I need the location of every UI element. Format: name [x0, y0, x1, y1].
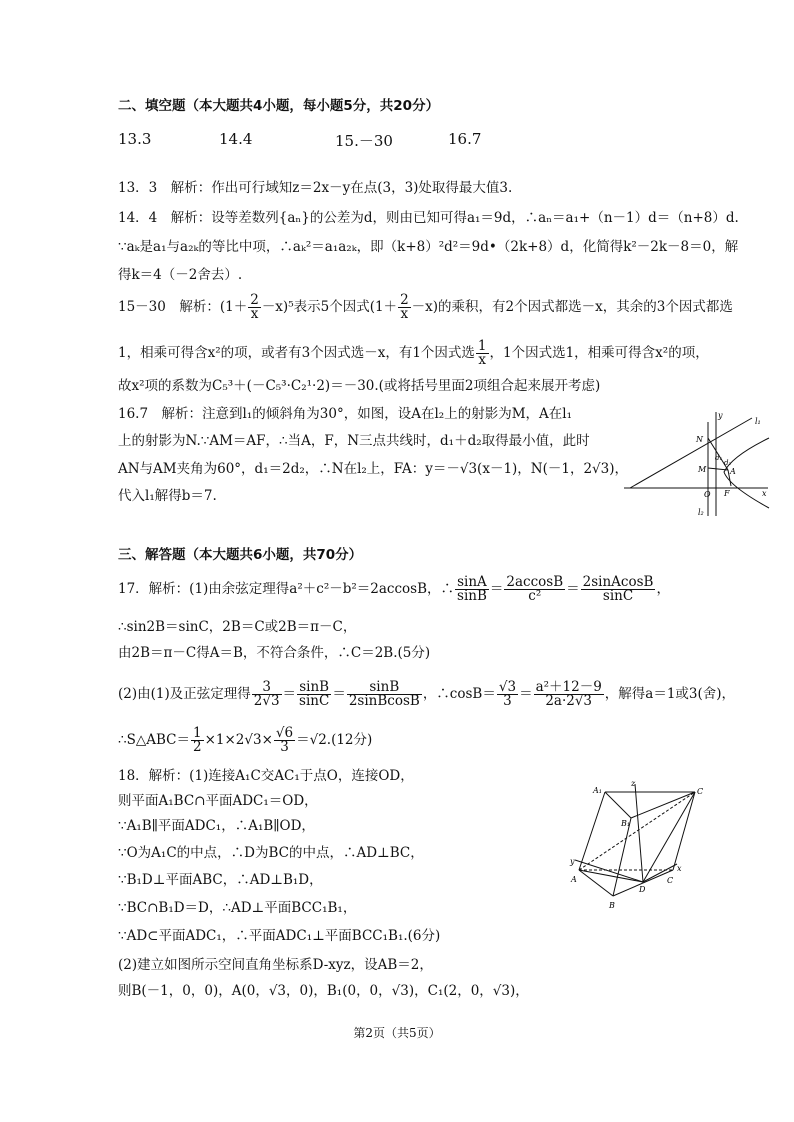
fig18-label: D	[639, 885, 646, 894]
fraction	[497, 681, 518, 708]
section3-heading: 三、解答题（本大题共6小题，共70分）	[118, 547, 363, 563]
q16-line2: 上的射影为N.∵AM＝AF，∴当A，F，N三点共线时，d₁＋d₂取得最小值，此时	[118, 433, 590, 449]
fig16-label: d₁	[715, 454, 723, 462]
q17-l4-cos: ，∴cosB＝	[422, 686, 496, 702]
axis-z	[635, 784, 643, 882]
fraction	[252, 681, 282, 708]
frac-num: 2	[250, 292, 259, 308]
frac-num: a²＋12－9	[535, 679, 602, 695]
q16-line4: 代入l₁解得b＝7.	[118, 488, 217, 504]
q17-l4-text: (2)由(1)及正弦定理得	[118, 686, 251, 702]
edge-a1b1	[605, 792, 631, 818]
fig18-label: y	[570, 857, 575, 866]
fig16-label: A	[730, 467, 736, 476]
answer-14: 14.4	[219, 130, 253, 148]
fig16-label: N	[696, 435, 703, 444]
fraction	[297, 681, 331, 708]
equals: ＝	[519, 686, 533, 702]
page-footer: 第2页（共5页）	[353, 1026, 441, 1040]
frac-den: 2a·2√3	[545, 693, 593, 709]
fraction	[274, 727, 295, 754]
answer-15: 15.－30	[335, 132, 393, 150]
q15-line2	[118, 340, 709, 367]
q16-line1: 16.7 解析：注意到l₁的倾斜角为30°，如图，设A在l₂上的射影为M，A在l₁	[118, 406, 572, 422]
q15-fraction-3	[476, 340, 489, 367]
frac-num: sinA	[455, 576, 489, 590]
q13-solution: 13．3 解析：作出可行域知z＝2x－y在点(3，3)处取得最大值3.	[118, 180, 513, 196]
fig18-label: B₁	[621, 819, 631, 828]
q18-line: (2)建立如图所示空间直角坐标系D-xyz，设AB＝2，	[118, 957, 433, 973]
equals: ＝	[489, 581, 504, 597]
frac-den: 2	[192, 739, 202, 755]
frac-den: c²	[528, 588, 542, 604]
q17-l5-mid: ×1×2√3×	[204, 732, 273, 748]
fig18-label: B	[609, 901, 615, 910]
fraction	[504, 576, 565, 603]
frac-num: 1	[192, 725, 202, 741]
q17-l5-text: ∴S△ABC＝	[118, 732, 190, 748]
frac-den: sinC	[602, 588, 634, 604]
q17-l5-end: ＝√2.(12分)	[296, 732, 373, 748]
fraction	[347, 681, 422, 708]
equals: ＝	[566, 581, 580, 597]
fig18-label: A₁	[593, 786, 602, 795]
fig16-label: M	[698, 465, 707, 474]
q17-line5	[118, 727, 372, 754]
fig16-label: F	[724, 489, 730, 498]
fraction	[455, 576, 489, 603]
frac-num: 1	[477, 338, 487, 354]
q16-line3: AN与AM夹角为60°，d₁＝2d₂，∴N在l₂上，FA：y＝－√3(x－1)，N(－1，2√3)，	[118, 461, 629, 477]
q14-line3: 得k＝4（－2舍去）.	[118, 267, 243, 283]
equals: ＝	[332, 686, 346, 702]
q15-text-a: 15－30 解析：(1＋	[118, 299, 248, 315]
q15-text-b: －x)⁵表示5个因式(1＋	[261, 299, 398, 315]
frac-den: sinC	[299, 693, 330, 709]
frac-den: x	[400, 306, 409, 322]
answer-13: 13.3	[118, 130, 152, 148]
q18-line: 则B(－1，0，0)，A(0，√3，0)，B₁(0，0，√3)，C₁(2，0，√3)，	[118, 983, 529, 999]
figure-q16-diagram	[624, 408, 774, 520]
q15-line2-a: 1，相乘可得含x²的项，或者有3个因式选－x，有1个因式选	[118, 345, 475, 361]
figure-q18-prism	[565, 778, 715, 912]
line-l1	[630, 418, 752, 488]
frac-den: 3	[280, 739, 289, 755]
frac-num: 2	[400, 292, 409, 308]
q17-l1-text: 17．解析：(1)由余弦定理得a²＋c²－b²＝2accosB，∴	[118, 581, 455, 597]
q18-line: 18．解析：(1)连接A₁C交AC₁于点O，连接OD，	[118, 768, 414, 784]
frac-den: 2sinBcosB	[348, 693, 420, 709]
q15-line1	[118, 294, 733, 321]
q15-line3: 故x²项的系数为C₅³＋(－C₅³·C₂¹·2)＝－30.(或将括号里面2项组合起来展开考虑)	[118, 378, 601, 394]
fig18-label: A	[571, 875, 577, 884]
q17-l4-result: ，解得a＝1或3(舍)，	[604, 686, 736, 702]
q18-line: ∵B₁D⊥平面ABC，∴AD⊥B₁D，	[118, 872, 323, 888]
frac-num: √6	[275, 725, 294, 741]
equals: ＝	[282, 686, 297, 702]
frac-den: 2√3	[253, 693, 280, 709]
section2-heading: 二、填空题（本大题共4小题，每小题5分，共20分）	[118, 98, 440, 114]
fig18-label: z	[631, 779, 636, 788]
fig16-label: O	[704, 490, 711, 499]
edge-a1a	[579, 792, 605, 870]
fraction	[534, 681, 604, 708]
fig18-label: C	[667, 876, 674, 885]
comma: ，	[656, 581, 670, 597]
fig18-label: C	[697, 787, 704, 796]
fig16-label: x	[762, 489, 767, 498]
q17-line1	[118, 576, 670, 603]
frac-den: x	[478, 352, 487, 368]
q17-line2: ∴sin2B＝sinC，2B＝C或2B＝π－C，	[118, 619, 357, 635]
fig16-label: l₁	[755, 417, 761, 426]
q15-fraction-1	[248, 294, 261, 321]
q18-line: ∵BC∩B₁D＝D，∴AD⊥平面BCC₁B₁，	[118, 900, 357, 916]
fig16-label: l₂	[698, 508, 704, 517]
answer-16: 16.7	[448, 130, 482, 148]
frac-num: sinB	[297, 681, 331, 695]
edge-c1c	[673, 792, 695, 870]
frac-den: 3	[503, 693, 512, 709]
frac-num: 3	[252, 681, 282, 695]
q15-text-c: －x)的乘积，有2个因式都选－x，其余的3个因式都选	[411, 299, 733, 315]
q18-line: ∵AD⊂平面ADC₁，∴平面ADC₁⊥平面BCC₁B₁.(6分)	[118, 928, 441, 944]
segment-ma	[708, 468, 728, 470]
q15-line2-b: ，1个因式选1，相乘可得含x²的项，	[489, 345, 709, 361]
q17-line4	[118, 681, 735, 708]
q18-line: 则平面A₁BC∩平面ADC₁＝OD，	[118, 793, 318, 809]
q14-line2: ∵aₖ是a₁与a₂ₖ的等比中项，∴aₖ²＝a₁a₂ₖ，即（k+8）²d²＝9d•（2k+8）d，化简得k²－2k－8＝0，解	[118, 239, 739, 255]
q18-line: ∵O为A₁C的中点，∴D为BC的中点，∴AD⊥BC，	[118, 845, 424, 861]
frac-num: 2accosB	[506, 574, 564, 590]
frac-num: √3	[498, 679, 517, 695]
q18-line: ∵A₁B∥平面ADC₁，∴A₁B∥OD，	[118, 818, 315, 834]
frac-den: x	[250, 306, 259, 322]
frac-num: sinB	[347, 681, 422, 695]
q17-line3: 由2B＝π－C得A＝B，不符合条件，∴C＝2B.(5分)	[118, 645, 431, 661]
fraction	[581, 576, 656, 603]
q15-fraction-2	[398, 294, 411, 321]
fig16-label: d₂	[724, 459, 732, 467]
fig16-label: y	[718, 411, 723, 420]
edge-bb1	[613, 818, 631, 896]
fraction	[191, 727, 204, 754]
frac-num: 2sinAcosB	[582, 574, 654, 590]
q14-line1: 14．4 解析：设等差数列{aₙ}的公差为d，则由已知可得a₁＝9d，∴aₙ＝a₁+（n－1）d＝（n+8）d.	[118, 210, 739, 226]
frac-den: sinB	[457, 588, 487, 604]
edge-ab	[579, 870, 613, 896]
fig18-label: x	[677, 864, 682, 873]
